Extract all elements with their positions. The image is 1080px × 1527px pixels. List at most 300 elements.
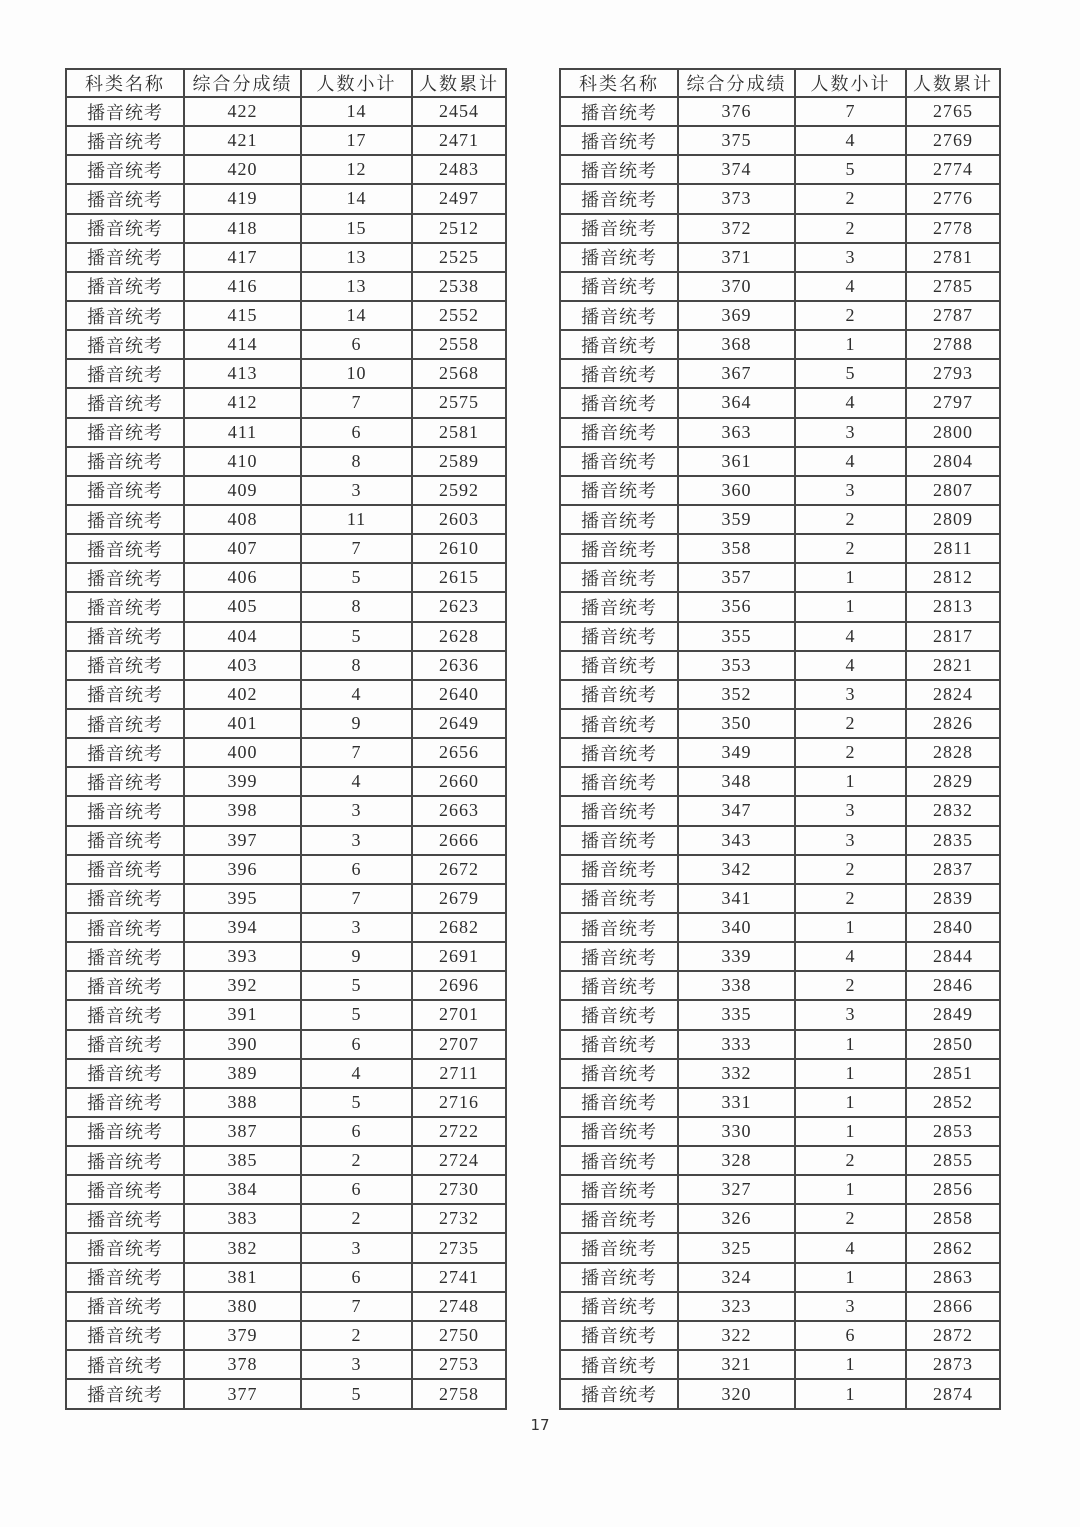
table-row	[560, 680, 1000, 709]
category-cell: 播音统考	[66, 913, 184, 942]
score-cell: 394	[184, 913, 301, 942]
count-cell: 5	[301, 1088, 412, 1117]
score-cell: 332	[678, 1059, 795, 1088]
category-cell: 播音统考	[560, 1117, 678, 1146]
cumulative-cell: 2850	[906, 1030, 1000, 1059]
score-cell: 405	[184, 592, 301, 621]
cumulative-cell: 2512	[412, 214, 506, 243]
table-row	[66, 1030, 506, 1059]
count-cell: 4	[301, 767, 412, 796]
score-cell: 348	[678, 767, 795, 796]
table-row	[560, 738, 1000, 767]
cumulative-cell: 2769	[906, 126, 1000, 155]
table-row	[560, 243, 1000, 272]
category-cell: 播音统考	[66, 388, 184, 417]
page-number: 17	[530, 1416, 550, 1434]
category-cell: 播音统考	[66, 447, 184, 476]
category-cell: 播音统考	[66, 1000, 184, 1029]
table-row	[560, 418, 1000, 447]
category-cell: 播音统考	[66, 592, 184, 621]
table-row	[66, 767, 506, 796]
table-row	[560, 1146, 1000, 1175]
score-cell: 343	[678, 826, 795, 855]
score-cell: 401	[184, 709, 301, 738]
score-cell: 340	[678, 913, 795, 942]
table-row	[66, 534, 506, 563]
table-row	[560, 1350, 1000, 1379]
count-cell: 13	[301, 243, 412, 272]
category-cell: 播音统考	[560, 1263, 678, 1292]
count-cell: 7	[795, 97, 906, 126]
table-row	[560, 534, 1000, 563]
cumulative-cell: 2765	[906, 97, 1000, 126]
count-cell: 2	[795, 505, 906, 534]
score-cell: 399	[184, 767, 301, 796]
cumulative-cell: 2863	[906, 1263, 1000, 1292]
table-row	[66, 388, 506, 417]
category-cell: 播音统考	[66, 1321, 184, 1350]
table-row	[560, 97, 1000, 126]
table-row	[560, 447, 1000, 476]
score-cell: 359	[678, 505, 795, 534]
table-row	[560, 1088, 1000, 1117]
table-row	[66, 505, 506, 534]
cumulative-cell: 2497	[412, 184, 506, 213]
cumulative-cell: 2701	[412, 1000, 506, 1029]
count-cell: 4	[795, 622, 906, 651]
cumulative-cell: 2866	[906, 1292, 1000, 1321]
score-cell: 397	[184, 826, 301, 855]
table-row	[66, 1059, 506, 1088]
category-cell: 播音统考	[560, 1350, 678, 1379]
count-cell: 4	[795, 1233, 906, 1262]
count-cell: 9	[301, 709, 412, 738]
score-cell: 364	[678, 388, 795, 417]
category-cell: 播音统考	[560, 826, 678, 855]
cumulative-cell: 2785	[906, 272, 1000, 301]
score-cell: 347	[678, 796, 795, 825]
cumulative-cell: 2575	[412, 388, 506, 417]
score-cell: 413	[184, 359, 301, 388]
score-cell: 330	[678, 1117, 795, 1146]
category-cell: 播音统考	[560, 709, 678, 738]
cumulative-cell: 2623	[412, 592, 506, 621]
table-row	[560, 126, 1000, 155]
cumulative-cell: 2788	[906, 330, 1000, 359]
table-row	[66, 243, 506, 272]
category-cell: 播音统考	[66, 243, 184, 272]
score-cell: 357	[678, 563, 795, 592]
score-cell: 409	[184, 476, 301, 505]
count-cell: 3	[301, 826, 412, 855]
score-cell: 419	[184, 184, 301, 213]
table-row	[66, 738, 506, 767]
count-cell: 1	[795, 1263, 906, 1292]
category-cell: 播音统考	[66, 330, 184, 359]
category-cell: 播音统考	[560, 359, 678, 388]
count-cell: 4	[795, 651, 906, 680]
cumulative-cell: 2821	[906, 651, 1000, 680]
table-row	[66, 592, 506, 621]
score-cell: 381	[184, 1263, 301, 1292]
count-cell: 8	[301, 447, 412, 476]
cumulative-cell: 2832	[906, 796, 1000, 825]
left-table-body	[66, 97, 506, 1409]
count-cell: 2	[795, 709, 906, 738]
score-cell: 421	[184, 126, 301, 155]
score-cell: 338	[678, 971, 795, 1000]
table-row	[560, 1000, 1000, 1029]
cumulative-cell: 2730	[412, 1175, 506, 1204]
cumulative-cell: 2753	[412, 1350, 506, 1379]
cumulative-cell: 2682	[412, 913, 506, 942]
table-row	[66, 563, 506, 592]
score-table-right	[559, 68, 1001, 1410]
count-cell: 2	[301, 1321, 412, 1350]
count-cell: 10	[301, 359, 412, 388]
cumulative-cell: 2741	[412, 1263, 506, 1292]
score-cell: 333	[678, 1030, 795, 1059]
category-cell: 播音统考	[560, 1292, 678, 1321]
count-cell: 2	[795, 184, 906, 213]
cumulative-cell: 2839	[906, 884, 1000, 913]
score-cell: 377	[184, 1379, 301, 1409]
score-cell: 406	[184, 563, 301, 592]
count-cell: 5	[301, 622, 412, 651]
count-cell: 2	[795, 855, 906, 884]
table-row	[560, 476, 1000, 505]
table-row	[560, 592, 1000, 621]
score-cell: 352	[678, 680, 795, 709]
score-cell: 389	[184, 1059, 301, 1088]
score-cell: 324	[678, 1263, 795, 1292]
score-cell: 331	[678, 1088, 795, 1117]
count-cell: 7	[301, 534, 412, 563]
header-cumulative: 人数累计	[412, 69, 506, 97]
cumulative-cell: 2849	[906, 1000, 1000, 1029]
category-cell: 播音统考	[560, 1000, 678, 1029]
cumulative-cell: 2691	[412, 942, 506, 971]
score-cell: 417	[184, 243, 301, 272]
cumulative-cell: 2716	[412, 1088, 506, 1117]
category-cell: 播音统考	[560, 184, 678, 213]
category-cell: 播音统考	[560, 97, 678, 126]
category-cell: 播音统考	[66, 1292, 184, 1321]
category-cell: 播音统考	[560, 913, 678, 942]
count-cell: 3	[795, 1292, 906, 1321]
count-cell: 1	[795, 330, 906, 359]
score-cell: 407	[184, 534, 301, 563]
score-cell: 411	[184, 418, 301, 447]
score-cell: 379	[184, 1321, 301, 1350]
score-cell: 367	[678, 359, 795, 388]
category-cell: 播音统考	[66, 884, 184, 913]
category-cell: 播音统考	[66, 1146, 184, 1175]
table-row	[66, 272, 506, 301]
score-table-left	[65, 68, 507, 1410]
count-cell: 3	[301, 1233, 412, 1262]
score-cell: 403	[184, 651, 301, 680]
table-row	[66, 826, 506, 855]
cumulative-cell: 2581	[412, 418, 506, 447]
header-score: 综合分成绩	[184, 69, 301, 97]
score-cell: 385	[184, 1146, 301, 1175]
score-cell: 378	[184, 1350, 301, 1379]
count-cell: 6	[301, 1263, 412, 1292]
count-cell: 13	[301, 272, 412, 301]
category-cell: 播音统考	[560, 592, 678, 621]
count-cell: 2	[795, 301, 906, 330]
cumulative-cell: 2800	[906, 418, 1000, 447]
cumulative-cell: 2852	[906, 1088, 1000, 1117]
score-cell: 390	[184, 1030, 301, 1059]
count-cell: 3	[795, 476, 906, 505]
table-row	[66, 1263, 506, 1292]
category-cell: 播音统考	[560, 301, 678, 330]
category-cell: 播音统考	[66, 418, 184, 447]
score-cell: 322	[678, 1321, 795, 1350]
category-cell: 播音统考	[66, 971, 184, 1000]
cumulative-cell: 2812	[906, 563, 1000, 592]
count-cell: 1	[795, 1350, 906, 1379]
cumulative-cell: 2558	[412, 330, 506, 359]
header-category: 科类名称	[66, 69, 184, 97]
score-cell: 370	[678, 272, 795, 301]
table-row	[560, 913, 1000, 942]
score-cell: 398	[184, 796, 301, 825]
cumulative-cell: 2807	[906, 476, 1000, 505]
header-category: 科类名称	[560, 69, 678, 97]
category-cell: 播音统考	[66, 1088, 184, 1117]
score-cell: 327	[678, 1175, 795, 1204]
cumulative-cell: 2855	[906, 1146, 1000, 1175]
score-cell: 374	[678, 155, 795, 184]
cumulative-cell: 2862	[906, 1233, 1000, 1262]
right-table-body	[560, 97, 1000, 1409]
count-cell: 14	[301, 301, 412, 330]
category-cell: 播音统考	[560, 622, 678, 651]
category-cell: 播音统考	[66, 651, 184, 680]
count-cell: 4	[795, 388, 906, 417]
table-row	[560, 826, 1000, 855]
cumulative-cell: 2696	[412, 971, 506, 1000]
count-cell: 6	[301, 855, 412, 884]
score-cell: 339	[678, 942, 795, 971]
cumulative-cell: 2774	[906, 155, 1000, 184]
score-cell: 326	[678, 1204, 795, 1233]
category-cell: 播音统考	[66, 505, 184, 534]
cumulative-cell: 2589	[412, 447, 506, 476]
header-cumulative: 人数累计	[906, 69, 1000, 97]
count-cell: 4	[795, 942, 906, 971]
cumulative-cell: 2787	[906, 301, 1000, 330]
category-cell: 播音统考	[66, 1233, 184, 1262]
table-row	[560, 330, 1000, 359]
count-cell: 4	[301, 1059, 412, 1088]
score-cell: 335	[678, 1000, 795, 1029]
table-row	[66, 971, 506, 1000]
cumulative-cell: 2538	[412, 272, 506, 301]
score-cell: 402	[184, 680, 301, 709]
count-cell: 3	[795, 796, 906, 825]
cumulative-cell: 2778	[906, 214, 1000, 243]
category-cell: 播音统考	[66, 563, 184, 592]
score-cell: 414	[184, 330, 301, 359]
table-row	[560, 184, 1000, 213]
cumulative-cell: 2837	[906, 855, 1000, 884]
score-cell: 321	[678, 1350, 795, 1379]
score-cell: 341	[678, 884, 795, 913]
cumulative-cell: 2824	[906, 680, 1000, 709]
table-row	[66, 1321, 506, 1350]
count-cell: 5	[301, 1000, 412, 1029]
category-cell: 播音统考	[560, 418, 678, 447]
score-cell: 391	[184, 1000, 301, 1029]
count-cell: 4	[795, 447, 906, 476]
table-row	[560, 1263, 1000, 1292]
count-cell: 7	[301, 738, 412, 767]
table-row	[66, 1000, 506, 1029]
category-cell: 播音统考	[560, 155, 678, 184]
cumulative-cell: 2809	[906, 505, 1000, 534]
score-cell: 325	[678, 1233, 795, 1262]
cumulative-cell: 2722	[412, 1117, 506, 1146]
count-cell: 1	[795, 1175, 906, 1204]
score-cell: 396	[184, 855, 301, 884]
table-row	[560, 505, 1000, 534]
cumulative-cell: 2525	[412, 243, 506, 272]
cumulative-cell: 2735	[412, 1233, 506, 1262]
count-cell: 1	[795, 1117, 906, 1146]
category-cell: 播音统考	[560, 1204, 678, 1233]
cumulative-cell: 2826	[906, 709, 1000, 738]
category-cell: 播音统考	[66, 1263, 184, 1292]
category-cell: 播音统考	[560, 243, 678, 272]
table-row	[560, 1292, 1000, 1321]
count-cell: 3	[301, 1350, 412, 1379]
category-cell: 播音统考	[560, 971, 678, 1000]
table-row	[560, 1379, 1000, 1409]
score-cell: 420	[184, 155, 301, 184]
score-cell: 320	[678, 1379, 795, 1409]
count-cell: 6	[301, 330, 412, 359]
table-row	[66, 942, 506, 971]
score-cell: 400	[184, 738, 301, 767]
category-cell: 播音统考	[560, 738, 678, 767]
count-cell: 6	[301, 1175, 412, 1204]
cumulative-cell: 2724	[412, 1146, 506, 1175]
count-cell: 5	[301, 1379, 412, 1409]
category-cell: 播音统考	[66, 301, 184, 330]
count-cell: 4	[301, 680, 412, 709]
score-cell: 408	[184, 505, 301, 534]
table-row	[560, 155, 1000, 184]
category-cell: 播音统考	[560, 330, 678, 359]
cumulative-cell: 2840	[906, 913, 1000, 942]
cumulative-cell: 2636	[412, 651, 506, 680]
count-cell: 2	[795, 738, 906, 767]
category-cell: 播音统考	[66, 184, 184, 213]
cumulative-cell: 2813	[906, 592, 1000, 621]
score-cell: 404	[184, 622, 301, 651]
cumulative-cell: 2660	[412, 767, 506, 796]
score-cell: 355	[678, 622, 795, 651]
category-cell: 播音统考	[560, 505, 678, 534]
category-cell: 播音统考	[560, 272, 678, 301]
cumulative-cell: 2663	[412, 796, 506, 825]
count-cell: 6	[301, 1030, 412, 1059]
score-cell: 375	[678, 126, 795, 155]
table-row	[560, 971, 1000, 1000]
cumulative-cell: 2872	[906, 1321, 1000, 1350]
count-cell: 1	[795, 1379, 906, 1409]
score-cell: 369	[678, 301, 795, 330]
count-cell: 4	[795, 126, 906, 155]
category-cell: 播音统考	[66, 796, 184, 825]
count-cell: 3	[301, 476, 412, 505]
category-cell: 播音统考	[66, 1204, 184, 1233]
category-cell: 播音统考	[66, 1059, 184, 1088]
category-cell: 播音统考	[560, 1175, 678, 1204]
category-cell: 播音统考	[66, 272, 184, 301]
cumulative-cell: 2828	[906, 738, 1000, 767]
count-cell: 2	[795, 534, 906, 563]
table-row	[560, 942, 1000, 971]
cumulative-cell: 2732	[412, 1204, 506, 1233]
category-cell: 播音统考	[560, 534, 678, 563]
score-cell: 356	[678, 592, 795, 621]
category-cell: 播音统考	[66, 738, 184, 767]
table-row	[66, 155, 506, 184]
count-cell: 1	[795, 913, 906, 942]
score-cell: 349	[678, 738, 795, 767]
score-cell: 361	[678, 447, 795, 476]
count-cell: 6	[301, 1117, 412, 1146]
count-cell: 1	[795, 563, 906, 592]
cumulative-cell: 2748	[412, 1292, 506, 1321]
score-cell: 371	[678, 243, 795, 272]
category-cell: 播音统考	[560, 651, 678, 680]
cumulative-cell: 2811	[906, 534, 1000, 563]
table-row	[66, 330, 506, 359]
cumulative-cell: 2750	[412, 1321, 506, 1350]
category-cell: 播音统考	[560, 1059, 678, 1088]
count-cell: 1	[795, 1059, 906, 1088]
table-row	[66, 1233, 506, 1262]
table-row	[560, 622, 1000, 651]
score-cell: 393	[184, 942, 301, 971]
count-cell: 7	[301, 884, 412, 913]
score-cell: 418	[184, 214, 301, 243]
category-cell: 播音统考	[560, 126, 678, 155]
cumulative-cell: 2552	[412, 301, 506, 330]
category-cell: 播音统考	[560, 476, 678, 505]
count-cell: 5	[301, 971, 412, 1000]
cumulative-cell: 2679	[412, 884, 506, 913]
score-cell: 323	[678, 1292, 795, 1321]
table-row	[66, 1379, 506, 1409]
cumulative-cell: 2853	[906, 1117, 1000, 1146]
category-cell: 播音统考	[560, 447, 678, 476]
cumulative-cell: 2672	[412, 855, 506, 884]
count-cell: 3	[795, 418, 906, 447]
cumulative-cell: 2707	[412, 1030, 506, 1059]
score-cell: 415	[184, 301, 301, 330]
count-cell: 5	[301, 563, 412, 592]
category-cell: 播音统考	[560, 884, 678, 913]
header-score: 综合分成绩	[678, 69, 795, 97]
score-cell: 383	[184, 1204, 301, 1233]
